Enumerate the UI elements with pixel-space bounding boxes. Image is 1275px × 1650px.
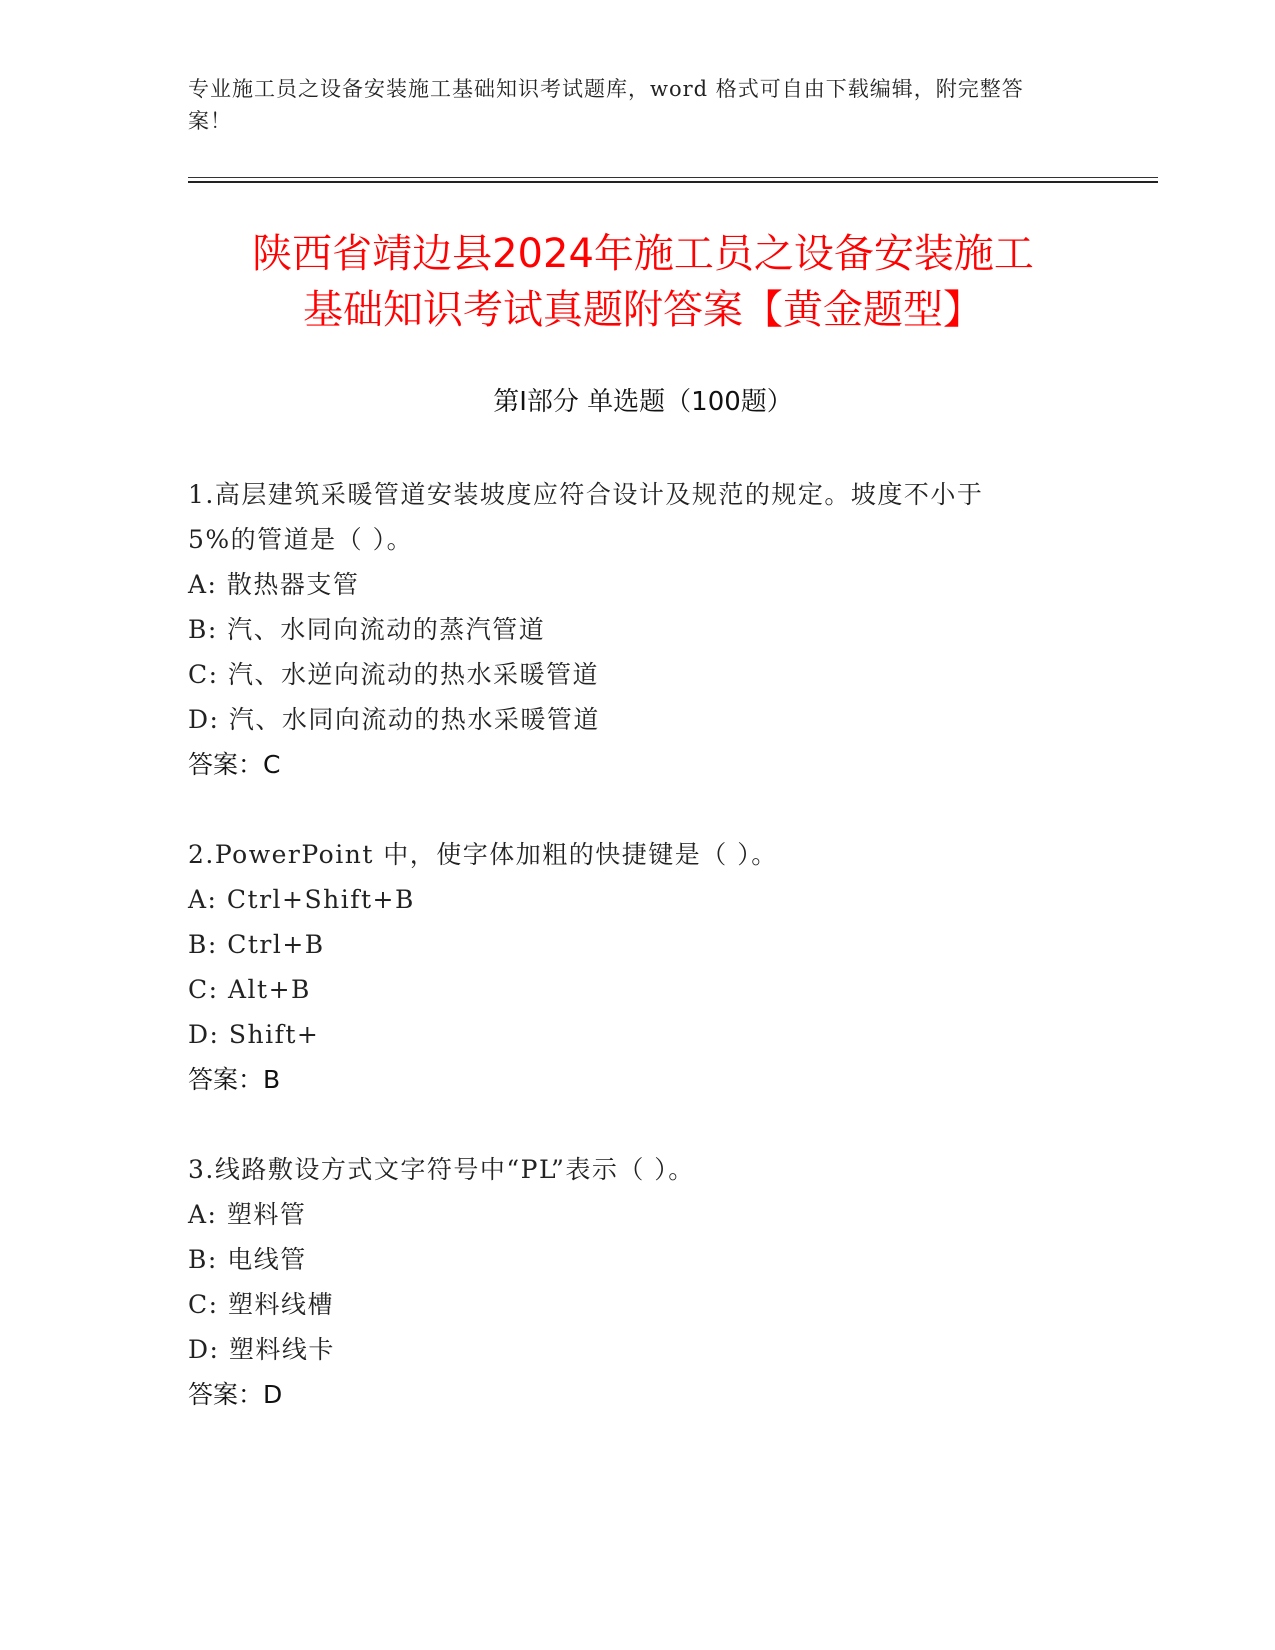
question-stem-line: 1.高层建筑采暖管道安装坡度应符合设计及规范的规定。坡度不小于	[188, 480, 984, 509]
document-title	[188, 226, 1098, 338]
answer: 答案：D	[188, 1380, 283, 1409]
option-d: D: 塑料线卡	[188, 1335, 335, 1364]
option-c: C: Alt+B	[188, 975, 311, 1004]
option-b: B: 汽、水同向流动的蒸汽管道	[188, 615, 546, 644]
option-b: B: 电线管	[188, 1245, 307, 1274]
option-a: A: Ctrl+Shift+B	[188, 885, 415, 914]
header-note: 专业施工员之设备安装施工基础知识考试题库，word 格式可自由下载编辑，附完整答案！	[188, 77, 1024, 133]
header-divider-thick	[188, 181, 1158, 183]
question-3	[188, 1147, 1088, 1417]
option-d: D: 汽、水同向流动的热水采暖管道	[188, 705, 600, 734]
option-b: B: Ctrl+B	[188, 930, 325, 959]
title-line-2: 基础知识考试真题附答案【黄金题型】	[303, 287, 983, 333]
question-list	[188, 472, 1088, 1462]
question-stem-line: 3.线路敷设方式文字符号中“PL”表示（ ）。	[188, 1155, 695, 1184]
question-1	[188, 472, 1088, 787]
answer: 答案：C	[188, 750, 281, 779]
option-d: D: Shift+	[188, 1020, 320, 1049]
question-stem-line: 2.PowerPoint 中，使字体加粗的快捷键是（ ）。	[188, 840, 778, 869]
section-title: 第I部分 单选题（100题）	[493, 387, 793, 417]
question-stem-line: 5%的管道是（ ）。	[188, 525, 414, 554]
question-2	[188, 832, 1088, 1102]
option-a: A: 塑料管	[188, 1200, 307, 1229]
option-c: C: 塑料线槽	[188, 1290, 334, 1319]
option-a: A: 散热器支管	[188, 570, 360, 599]
option-c: C: 汽、水逆向流动的热水采暖管道	[188, 660, 599, 689]
header-divider-thin	[188, 177, 1158, 178]
title-line-1: 陕西省靖边县2024年施工员之设备安装施工	[252, 231, 1034, 277]
answer: 答案：B	[188, 1065, 281, 1094]
